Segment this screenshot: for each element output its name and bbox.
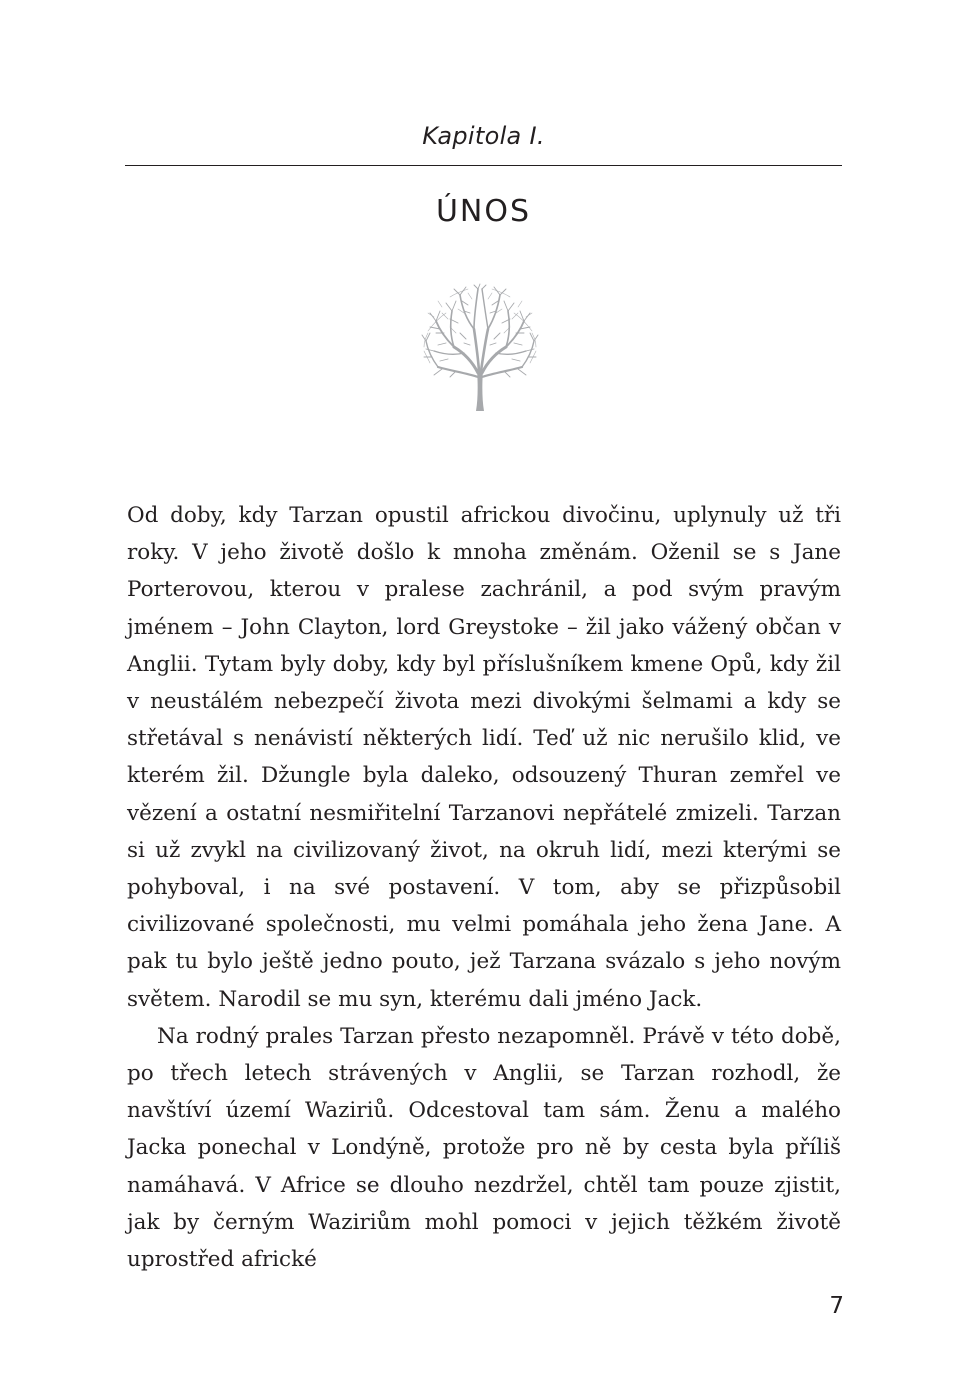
page-number: 7 <box>829 1293 844 1319</box>
paragraph: Na rodný prales Tarzan přesto nezapomněl. Právě v této době, po třech letech strávených v Anglii, se Tarzan rozhodl, že navštíví území Waziriů. Odcestoval tam sám. Ženu a malého Jacka ponechal v Londýně, protože pro ně by cesta byla příliš namáhavá. V Africe se dlouho nezdržel, chtěl tam pouze zjistit, jak by černým Waziriům mohl pomoci v jejich těžkém životě uprostřed africké <box>127 1023 841 1273</box>
paragraph: Od doby, kdy Tarzan opustil africkou divočinu, uplynuly už tři roky. V jeho životě došlo k mnoha změnám. Oženil se s Jane Porterovou, kterou v pralese zachránil, a pod svým pravým jménem – John Clayton, lord Greystoke – žil jako vážený občan v Anglii. Tytam byly doby, kdy byl příslušníkem kmene Opů, kdy žil v neustálém nebezpečí života mezi divokými šelmami a kdy se střetával s nenávistí některých lidí. Teď už nic nerušilo klid, ve kterém žil. Džungle byla daleko, odsouzený Thuran zemřel ve vězení a ostatní nesmiřitelní Tarzanovi nepřátelé zmizeli. Tarzan si už zvykl na civilizovaný život, na okruh lidí, mezi kterými se pohyboval, i na své postavení. V tom, aby se přizpůsobil civilizované společnosti, mu velmi pomáhala jeho žena Jane. A pak tu bylo ještě jedno pouto, jež Tarzana svázalo s jeho novým světem. Narodil se mu syn, kterému dali jméno Jack. <box>127 503 841 1012</box>
tree-icon <box>420 283 540 413</box>
chapter-divider <box>125 165 842 166</box>
chapter-title: ÚNOS <box>435 194 532 229</box>
chapter-label: Kapitola I. <box>422 122 545 150</box>
body-text <box>127 497 841 1278</box>
